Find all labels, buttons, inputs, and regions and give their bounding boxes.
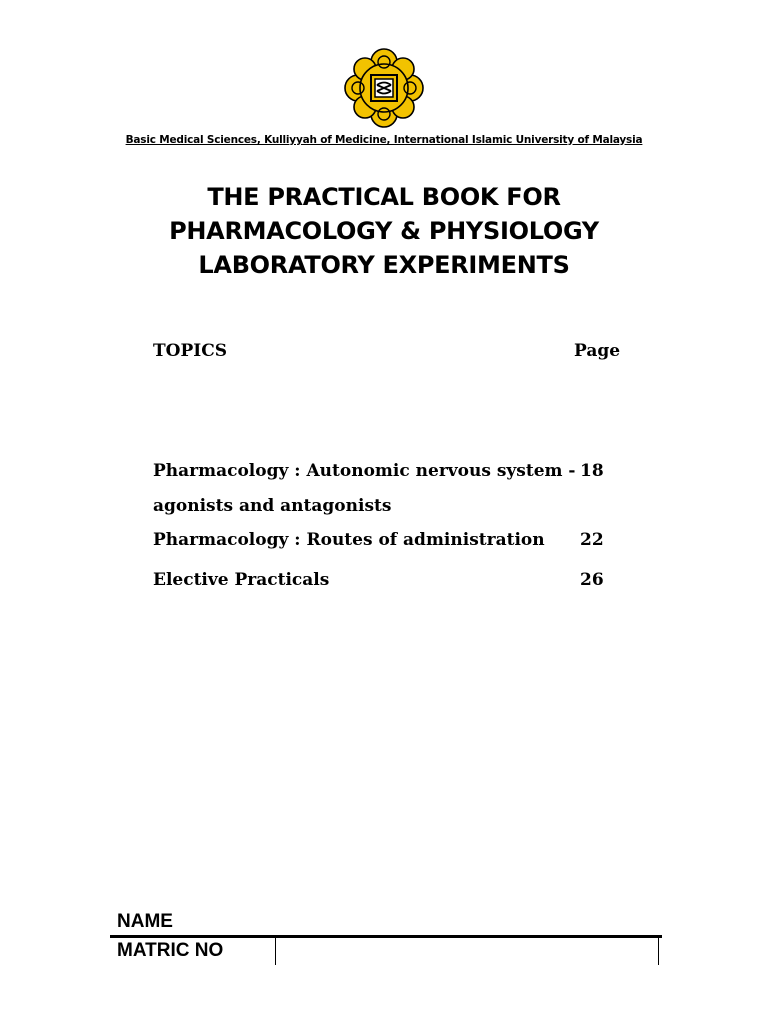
- title-line-3: LABORATORY EXPERIMENTS: [198, 251, 570, 279]
- toc-entry-1-line-2: agonists and antagonists: [153, 496, 392, 516]
- toc-entry-2-line-1: Pharmacology : Routes of administration: [153, 530, 545, 550]
- toc-entry-1-line-1: Pharmacology : Autonomic nervous system -: [153, 461, 576, 481]
- university-crest-icon: [344, 48, 424, 128]
- matric-no-label: MATRIC NO: [117, 940, 224, 961]
- toc-entry-1-page: 18: [580, 461, 604, 481]
- toc-entry-3-line-1: Elective Practicals: [153, 570, 330, 590]
- matric-field-left-border: [275, 938, 276, 965]
- page-heading: Page: [574, 341, 621, 361]
- topics-heading: TOPICS: [153, 341, 228, 361]
- matric-field-right-border: [658, 938, 659, 965]
- institution-line: Basic Medical Sciences, Kulliyyah of Medicine, International Islamic University of Malaysia: [125, 134, 643, 146]
- title-line-2: PHARMACOLOGY & PHYSIOLOGY: [169, 217, 599, 245]
- toc-entry-3-page: 26: [580, 570, 604, 590]
- form-divider: [110, 935, 662, 938]
- name-label: NAME: [117, 911, 173, 932]
- title-line-1: THE PRACTICAL BOOK FOR: [207, 183, 561, 211]
- page-title: [0, 180, 768, 282]
- toc-entry-2-page: 22: [580, 530, 604, 550]
